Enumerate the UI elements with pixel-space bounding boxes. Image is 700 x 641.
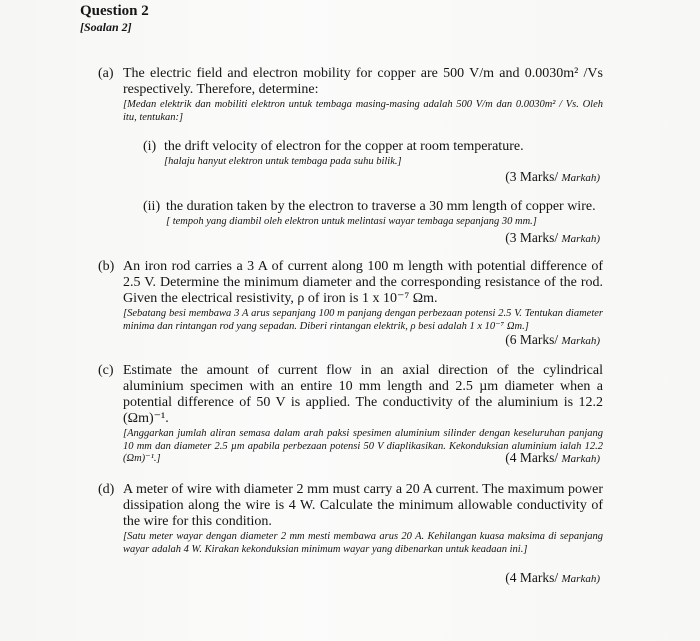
part-d-text: A meter of wire with diameter 2 mm must carry a 20 A current. The maximum power dissipation along the wire is 4 W. Calculate the minimum allowable conductivity of the wire for this condition.	[123, 482, 603, 529]
part-a-ii-marks: (3 Marks/ Markah)	[505, 230, 600, 245]
part-d-translation: [Satu meter wayar dengan diameter 2 mm mesti membawa arus 20 A. Kehilangan kuasa maksima di sepanjang wayar adalah 4 W. Kirakan kekonduksian minimum wayar yang dibenarkan untuk keadaan ini.]	[123, 531, 603, 555]
part-a-translation: [Medan elektrik dan mobiliti elektron untuk tembaga masing-masing adalah 500 V/m dan 0.0030m² / Vs. Oleh itu, tentukan:]	[123, 99, 603, 123]
part-b-marks: (6 Marks/ Markah)	[505, 332, 600, 347]
part-c-translation: [Anggarkan jumlah aliran semasa dalam arah paksi spesimen aluminium silinder dengan keseluruhan panjang 10 mm dan diameter 2.5 µm apabila perbezaan potensi 50 V diaplikasikan. Kekonduksian aluminium ialah 12.2 (Ωm)⁻¹.]	[123, 428, 603, 464]
part-b-label: (b)	[98, 259, 115, 274]
part-a-ii-label: (ii)	[143, 199, 161, 214]
part-b-text: An iron rod carries a 3 A of current along 100 m length with potential difference of 2.5 V. Determine the minimum diameter and the corresponding resistance of the rod. Given the electrical resistivity, ρ of iron is 1 x 10⁻⁷ Ωm.	[123, 259, 603, 306]
part-a-label: (a)	[98, 66, 114, 81]
part-c-text: Estimate the amount of current flow in an axial direction of the cylindrical aluminium specimen with an entire 10 mm length and 2.5 µm diameter when a potential difference of 50 V is applied. The conductivity of the aluminium is 12.2 (Ωm)⁻¹.	[123, 363, 603, 426]
part-b	[98, 259, 603, 333]
part-a-i	[143, 139, 603, 169]
part-c-label: (c)	[98, 363, 114, 378]
part-a	[98, 66, 603, 124]
part-d	[98, 482, 603, 556]
part-b-translation: [Sebatang besi membawa 3 A arus sepanjang 100 m panjang dengan perbezaan potensi 2.5 V. Tentukan diameter minima dan rintangan rod yang sepadan. Diberi rintangan elektrik, ρ besi adalah 1 x 10⁻⁷ Ωm.]	[123, 308, 603, 332]
part-a-i-text: the drift velocity of electron for the copper at room temperature.	[164, 139, 524, 154]
part-a-i-marks: (3 Marks/ Markah)	[505, 169, 600, 184]
part-a-ii	[143, 199, 603, 229]
question-title: Question 2	[80, 3, 149, 19]
part-d-marks: (4 Marks/ Markah)	[505, 570, 600, 585]
part-a-i-label: (i)	[143, 139, 157, 154]
part-a-ii-text: the duration taken by the electron to traverse a 30 mm length of copper wire.	[166, 199, 596, 214]
part-c-marks: (4 Marks/ Markah)	[505, 450, 600, 465]
part-a-ii-translation: [ tempoh yang diambil oleh elektron untuk melintasi wayar tembaga sepanjang 30 mm.]	[166, 216, 537, 227]
part-a-i-translation: [halaju hanyut elektron untuk tembaga pada suhu bilik.]	[164, 156, 402, 167]
part-a-text: The electric field and electron mobility for copper are 500 V/m and 0.0030m² /Vs respectively. Therefore, determine:	[123, 66, 603, 97]
question-subtitle: [Soalan 2]	[80, 20, 132, 34]
part-d-label: (d)	[98, 482, 115, 497]
